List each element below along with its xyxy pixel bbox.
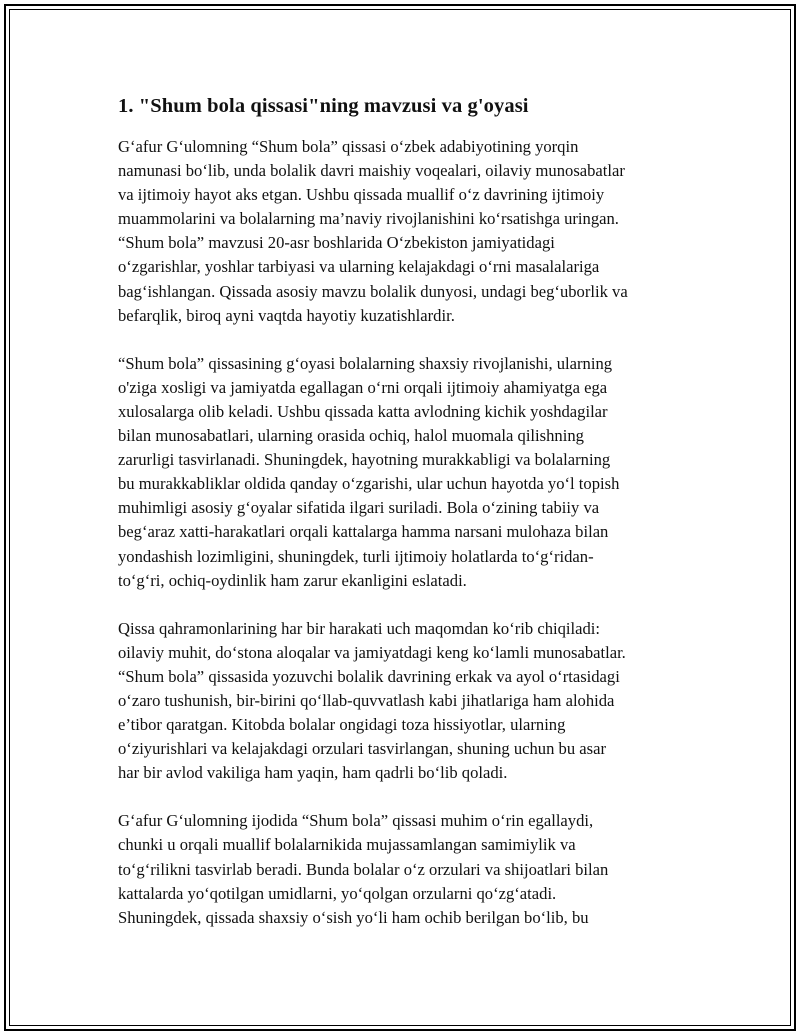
text-line: muhimligi asosiy g‘oyalar sifatida ilgari suriladi. Bola o‘zining tabiiy va [118,498,600,518]
text-line: “Shum bola” mavzusi 20-asr boshlarida O‘zbekiston jamiyatidagi [118,233,555,253]
text-line: bilan munosabatlari, ularning orasida ochiq, halol muomala qilishning [118,426,584,446]
text-line: har bir avlod vakiliga ham yaqin, ham qadrli bo‘lib qoladi. [118,763,508,783]
text-line: beg‘araz xatti-harakatlari orqali kattalarga hamma narsani mulohaza bilan [118,522,609,542]
text-line: o'ziga xosligi va jamiyatda egallagan o‘rni orqali ijtimoiy ahamiyatga ega [118,377,608,397]
text-line: zarurligi tasvirlanadi. Shuningdek, hayotning murakkabligi va bolalarning [118,450,611,470]
paragraph-3 [118,617,698,786]
text-line: Qissa qahramonlarining har bir harakati uch maqomdan ko‘rib chiqiladi: [118,618,600,638]
text-line: oilaviy muhit, do‘stona aloqalar va jamiyatdagi keng ko‘lamli munosabatlar. [118,642,626,662]
text-line: va ijtimoiy hayot aks etgan. Ushbu qissada muallif o‘z davrining ijtimoiy [118,185,605,205]
text-line: chunki u orqali muallif bolalarnikida mujassamlangan samimiylik va [118,835,576,855]
text-line: befarqlik, biroq ayni vaqtda hayotiy kuzatishlardir. [118,305,455,325]
paragraph-4 [118,809,698,929]
text-line: G‘afur G‘ulomning ijodida “Shum bola” qissasi muhim o‘rin egallaydi, [118,811,594,831]
text-line: bag‘ishlangan. Qissada asosiy mavzu bolalik dunyosi, undagi beg‘uborlik va [118,281,628,301]
text-line: to‘g‘ri, ochiq-oydinlik ham zarur ekanligini eslatadi. [118,570,467,590]
text-line: kattalarda yo‘qotilgan umidlarni, yo‘qolgan orzularni qo‘zg‘atadi. [118,883,557,903]
text-line: xulosalarga olib keladi. Ushbu qissada katta avlodning kichik yoshdagilar [118,401,608,421]
text-line: namunasi bo‘lib, unda bolalik davri maishiy voqealari, oilaviy munosabatlar [118,161,625,181]
paragraph-1 [118,135,698,328]
text-line: o‘ziyurishlari va kelajakdagi orzulari tasvirlangan, shuning uchun bu asar [118,739,606,759]
text-line: o‘zaro tushunish, bir-birini qo‘llab-quvvatlash kabi jihatlariga ham alohida [118,690,615,710]
paragraph-2 [118,352,698,593]
text-line: G‘afur G‘ulomning “Shum bola” qissasi o‘zbek adabiyotining yorqin [118,137,579,156]
text-line: muammolarini va bolalarning ma’naviy rivojlanishini ko‘rsatishga uringan. [118,209,619,229]
text-line: to‘g‘rilikni tasvirlab beradi. Bunda bolalar o‘z orzulari va shijoatlari bilan [118,859,609,879]
text-line: Shuningdek, qissada shaxsiy o‘sish yo‘li ham ochib berilgan bo‘lib, bu [118,907,589,927]
text-line: o‘zgarishlar, yoshlar tarbiyasi va ularning kelajakdagi o‘rni masalalariga [118,257,600,277]
text-line: e’tibor qaratgan. Kitobda bolalar ongidagi toza hissiyotlar, ularning [118,715,566,735]
text-line: “Shum bola” qissasida yozuvchi bolalik davrining erkak va ayol o‘rtasidagi [118,666,620,686]
text-line: “Shum bola” qissasining g‘oyasi bolalarning shaxsiy rivojlanishi, ularning [118,353,613,373]
text-line: bu murakkabliklar oldida qanday o‘zgarishi, ular uchun hayotda yo‘l topish [118,474,620,494]
text-line: yondashish lozimligini, shuningdek, turli ijtimoiy holatlarda to‘g‘ridan- [118,546,594,566]
document-body [118,93,698,954]
section-heading: 1. "Shum bola qissasi"ning mavzusi va g'oyasi [118,95,529,117]
